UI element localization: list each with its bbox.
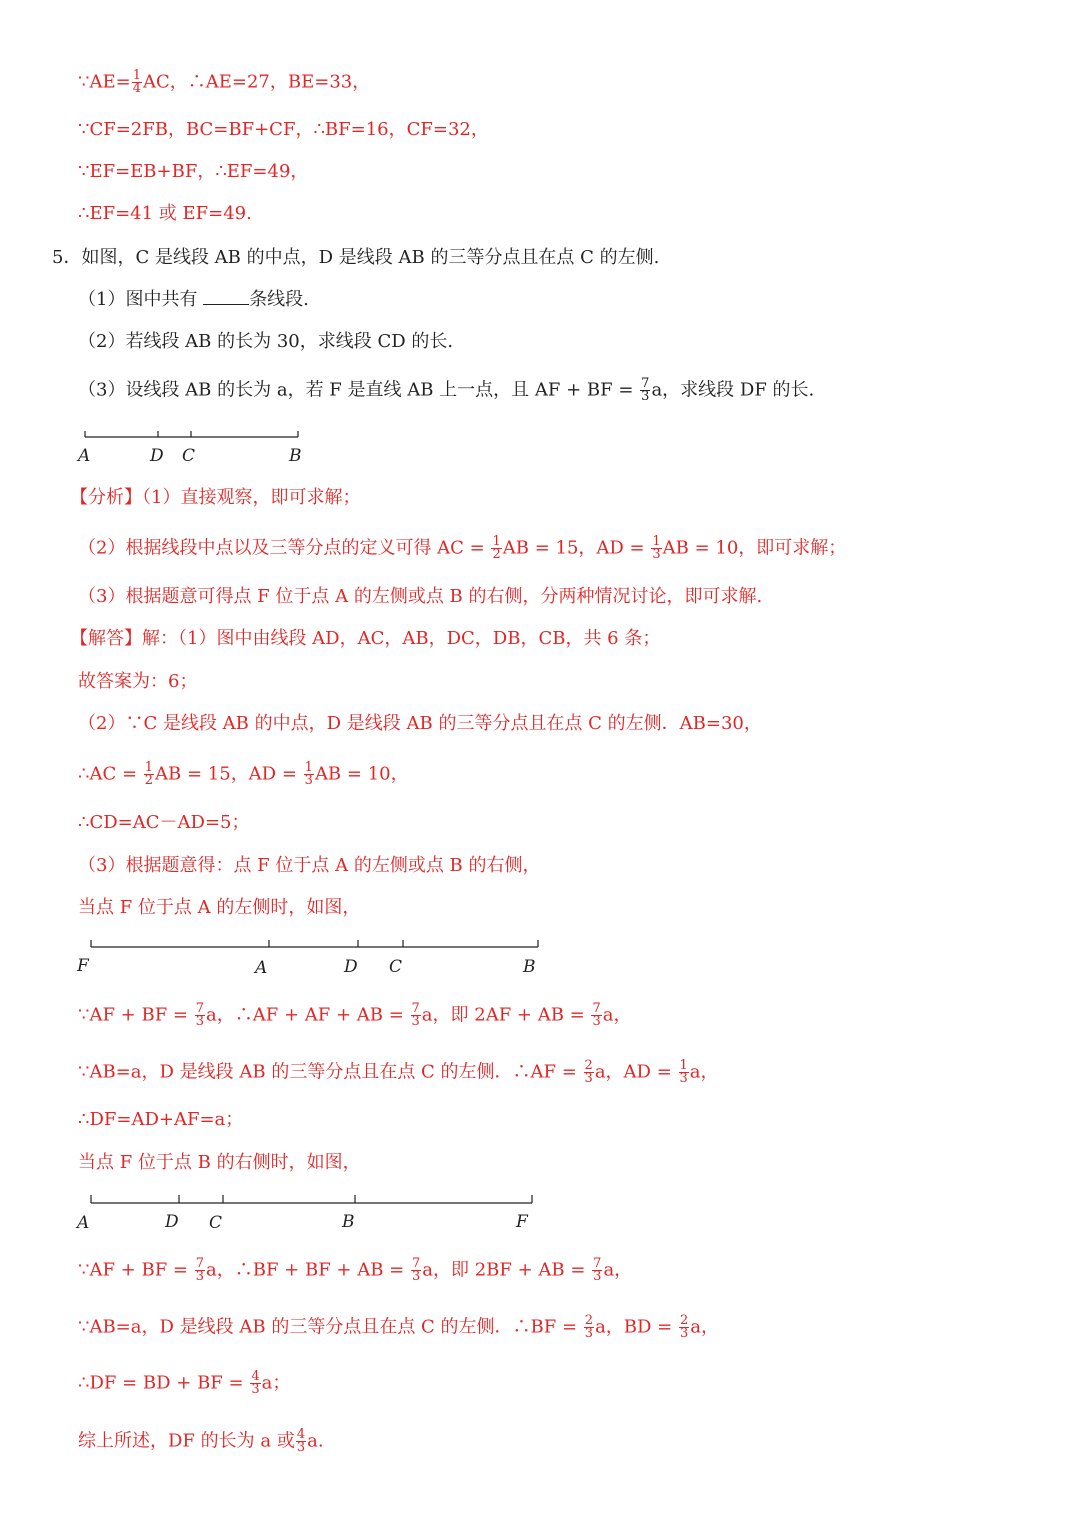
solution-9: ∵AB=a，D 是线段 AB 的三等分点且在点 C 的左侧．∴AF = $\frac{2}{3}$ a，AD = $\frac{1}{3}$ a， bbox=[78, 1058, 719, 1086]
analysis-1: 【分析】（1）直接观察，即可求解； bbox=[70, 487, 361, 508]
segment-diagram-2 bbox=[0, 930, 600, 980]
point-label-b: B bbox=[289, 446, 302, 466]
fraction: $\frac{4}{3}$ bbox=[251, 1369, 260, 1397]
point-label-a: A bbox=[255, 958, 268, 978]
solution-12: ∵AF + BF = $\frac{7}{3}$ a，∴BF + BF + AB = $\frac{7}{3}$ a，即 2BF + AB = $\frac{7}{3}$ a， bbox=[78, 1256, 633, 1284]
question-title: 5．如图，C 是线段 AB 的中点，D 是线段 AB 的三等分点且在点 C 的左侧. bbox=[52, 247, 660, 268]
point-label-b: B bbox=[523, 957, 536, 977]
fraction: $\frac{7}{3}$ bbox=[411, 1256, 421, 1284]
point-label-c: C bbox=[389, 957, 403, 977]
prev-line-1: ∵AE= $\frac{1}{4}$ AC，∴AE=27，BE=33， bbox=[78, 68, 371, 96]
analysis-tag: 【分析】 bbox=[70, 487, 142, 508]
fraction: $\frac{2}{3}$ bbox=[679, 1313, 689, 1341]
solution-14: ∴DF = BD + BF = $\frac{4}{3}$ a； bbox=[78, 1369, 291, 1397]
fraction: $\frac{1}{3}$ bbox=[652, 534, 661, 562]
solution-2: 故答案为：6； bbox=[78, 671, 198, 692]
fraction: $\frac{7}{3}$ bbox=[641, 376, 650, 404]
solution-7: 当点 F 位于点 A 的左侧时，如图， bbox=[78, 897, 361, 918]
point-label-c: C bbox=[209, 1213, 223, 1233]
solution-1: 【解答】解：（1）图中由线段 AD，AC，AB，DC，DB，CB，共 6 条； bbox=[70, 628, 661, 649]
fraction: $\frac{7}{3}$ bbox=[593, 1256, 602, 1284]
segment-diagram-3 bbox=[0, 1186, 600, 1236]
fraction: $\frac{1}{3}$ bbox=[679, 1058, 688, 1086]
point-label-d: D bbox=[165, 1212, 179, 1232]
point-label-b: B bbox=[342, 1212, 355, 1232]
fraction: $\frac{1}{3}$ bbox=[304, 760, 313, 788]
solution-4: ∴AC = $\frac{1}{2}$ AB = 15，AD = $\frac{1}{3}$ AB = 10， bbox=[78, 760, 409, 788]
point-label-f: F bbox=[516, 1212, 528, 1232]
point-label-d: D bbox=[150, 446, 164, 466]
answer-blank bbox=[203, 288, 249, 305]
analysis-2: （2）根据线段中点以及三等分点的定义可得 AC = $\frac{1}{2}$ AB = 15，AD = $\frac{1}{3}$ AB = 10，即可求解； bbox=[78, 534, 847, 562]
solution-11: 当点 F 位于点 B 的右侧时，如图， bbox=[78, 1152, 361, 1173]
solution-15: 综上所述，DF 的长为 a 或 $\frac{4}{3}$ a. bbox=[78, 1427, 324, 1455]
solution-6: （3）根据题意得：点 F 位于点 A 的左侧或点 B 的右侧， bbox=[78, 855, 541, 876]
point-label-d: D bbox=[344, 957, 358, 977]
segment-diagram-1 bbox=[0, 420, 400, 470]
question-part-2: （2）若线段 AB 的长为 30，求线段 CD 的长. bbox=[78, 331, 454, 352]
fraction: $\frac{2}{3}$ bbox=[584, 1058, 593, 1086]
point-label-c: C bbox=[182, 446, 196, 466]
solution-tag: 【解答】 bbox=[70, 628, 142, 649]
point-label-a: A bbox=[78, 446, 91, 466]
fraction: $\frac{7}{3}$ bbox=[195, 1256, 204, 1284]
point-label-f: F bbox=[77, 956, 89, 976]
point-label-a: A bbox=[77, 1213, 90, 1233]
analysis-3: （3）根据题意可得点 F 位于点 A 的左侧或点 B 的右侧，分两种情况讨论，即可求解. bbox=[78, 586, 763, 607]
solution-13: ∵AB=a，D 是线段 AB 的三等分点且在点 C 的左侧．∴BF = $\frac{2}{3}$ a，BD = $\frac{2}{3}$ a， bbox=[78, 1313, 719, 1341]
solution-3: （2）∵C 是线段 AB 的中点，D 是线段 AB 的三等分点且在点 C 的左侧．AB=30， bbox=[78, 713, 762, 734]
prev-line-2: ∵CF=2FB，BC=BF+CF，∴BF=16，CF=32， bbox=[78, 119, 489, 140]
fraction: $\frac{7}{3}$ bbox=[411, 1001, 420, 1029]
question-part-1: （1）图中共有 条线段. bbox=[78, 289, 309, 310]
prev-line-3: ∵EF=EB+BF，∴EF=49， bbox=[78, 161, 309, 182]
fraction: $\frac{7}{3}$ bbox=[195, 1001, 204, 1029]
fraction: $\frac{1}{4}$ bbox=[132, 68, 141, 96]
fraction: $\frac{1}{2}$ bbox=[144, 760, 154, 788]
fraction: $\frac{7}{3}$ bbox=[592, 1001, 601, 1029]
solution-8: ∵AF + BF = $\frac{7}{3}$ a，∴AF + AF + AB = $\frac{7}{3}$ a，即 2AF + AB = $\frac{7}{3}$ a， bbox=[78, 1001, 632, 1029]
fraction: $\frac{1}{2}$ bbox=[492, 534, 501, 562]
question-part-3: （3）设线段 AB 的长为 a，若 F 是直线 AB 上一点，且 AF + BF = $\frac{7}{3}$ a，求线段 DF 的长. bbox=[78, 376, 815, 404]
prev-line-4: ∴EF=41 或 EF=49. bbox=[78, 203, 252, 224]
fraction: $\frac{4}{3}$ bbox=[296, 1427, 306, 1455]
solution-5: ∴CD=AC－AD=5； bbox=[78, 812, 250, 833]
fraction: $\frac{2}{3}$ bbox=[584, 1313, 594, 1341]
solution-10: ∴DF=AD+AF=a； bbox=[78, 1109, 244, 1130]
